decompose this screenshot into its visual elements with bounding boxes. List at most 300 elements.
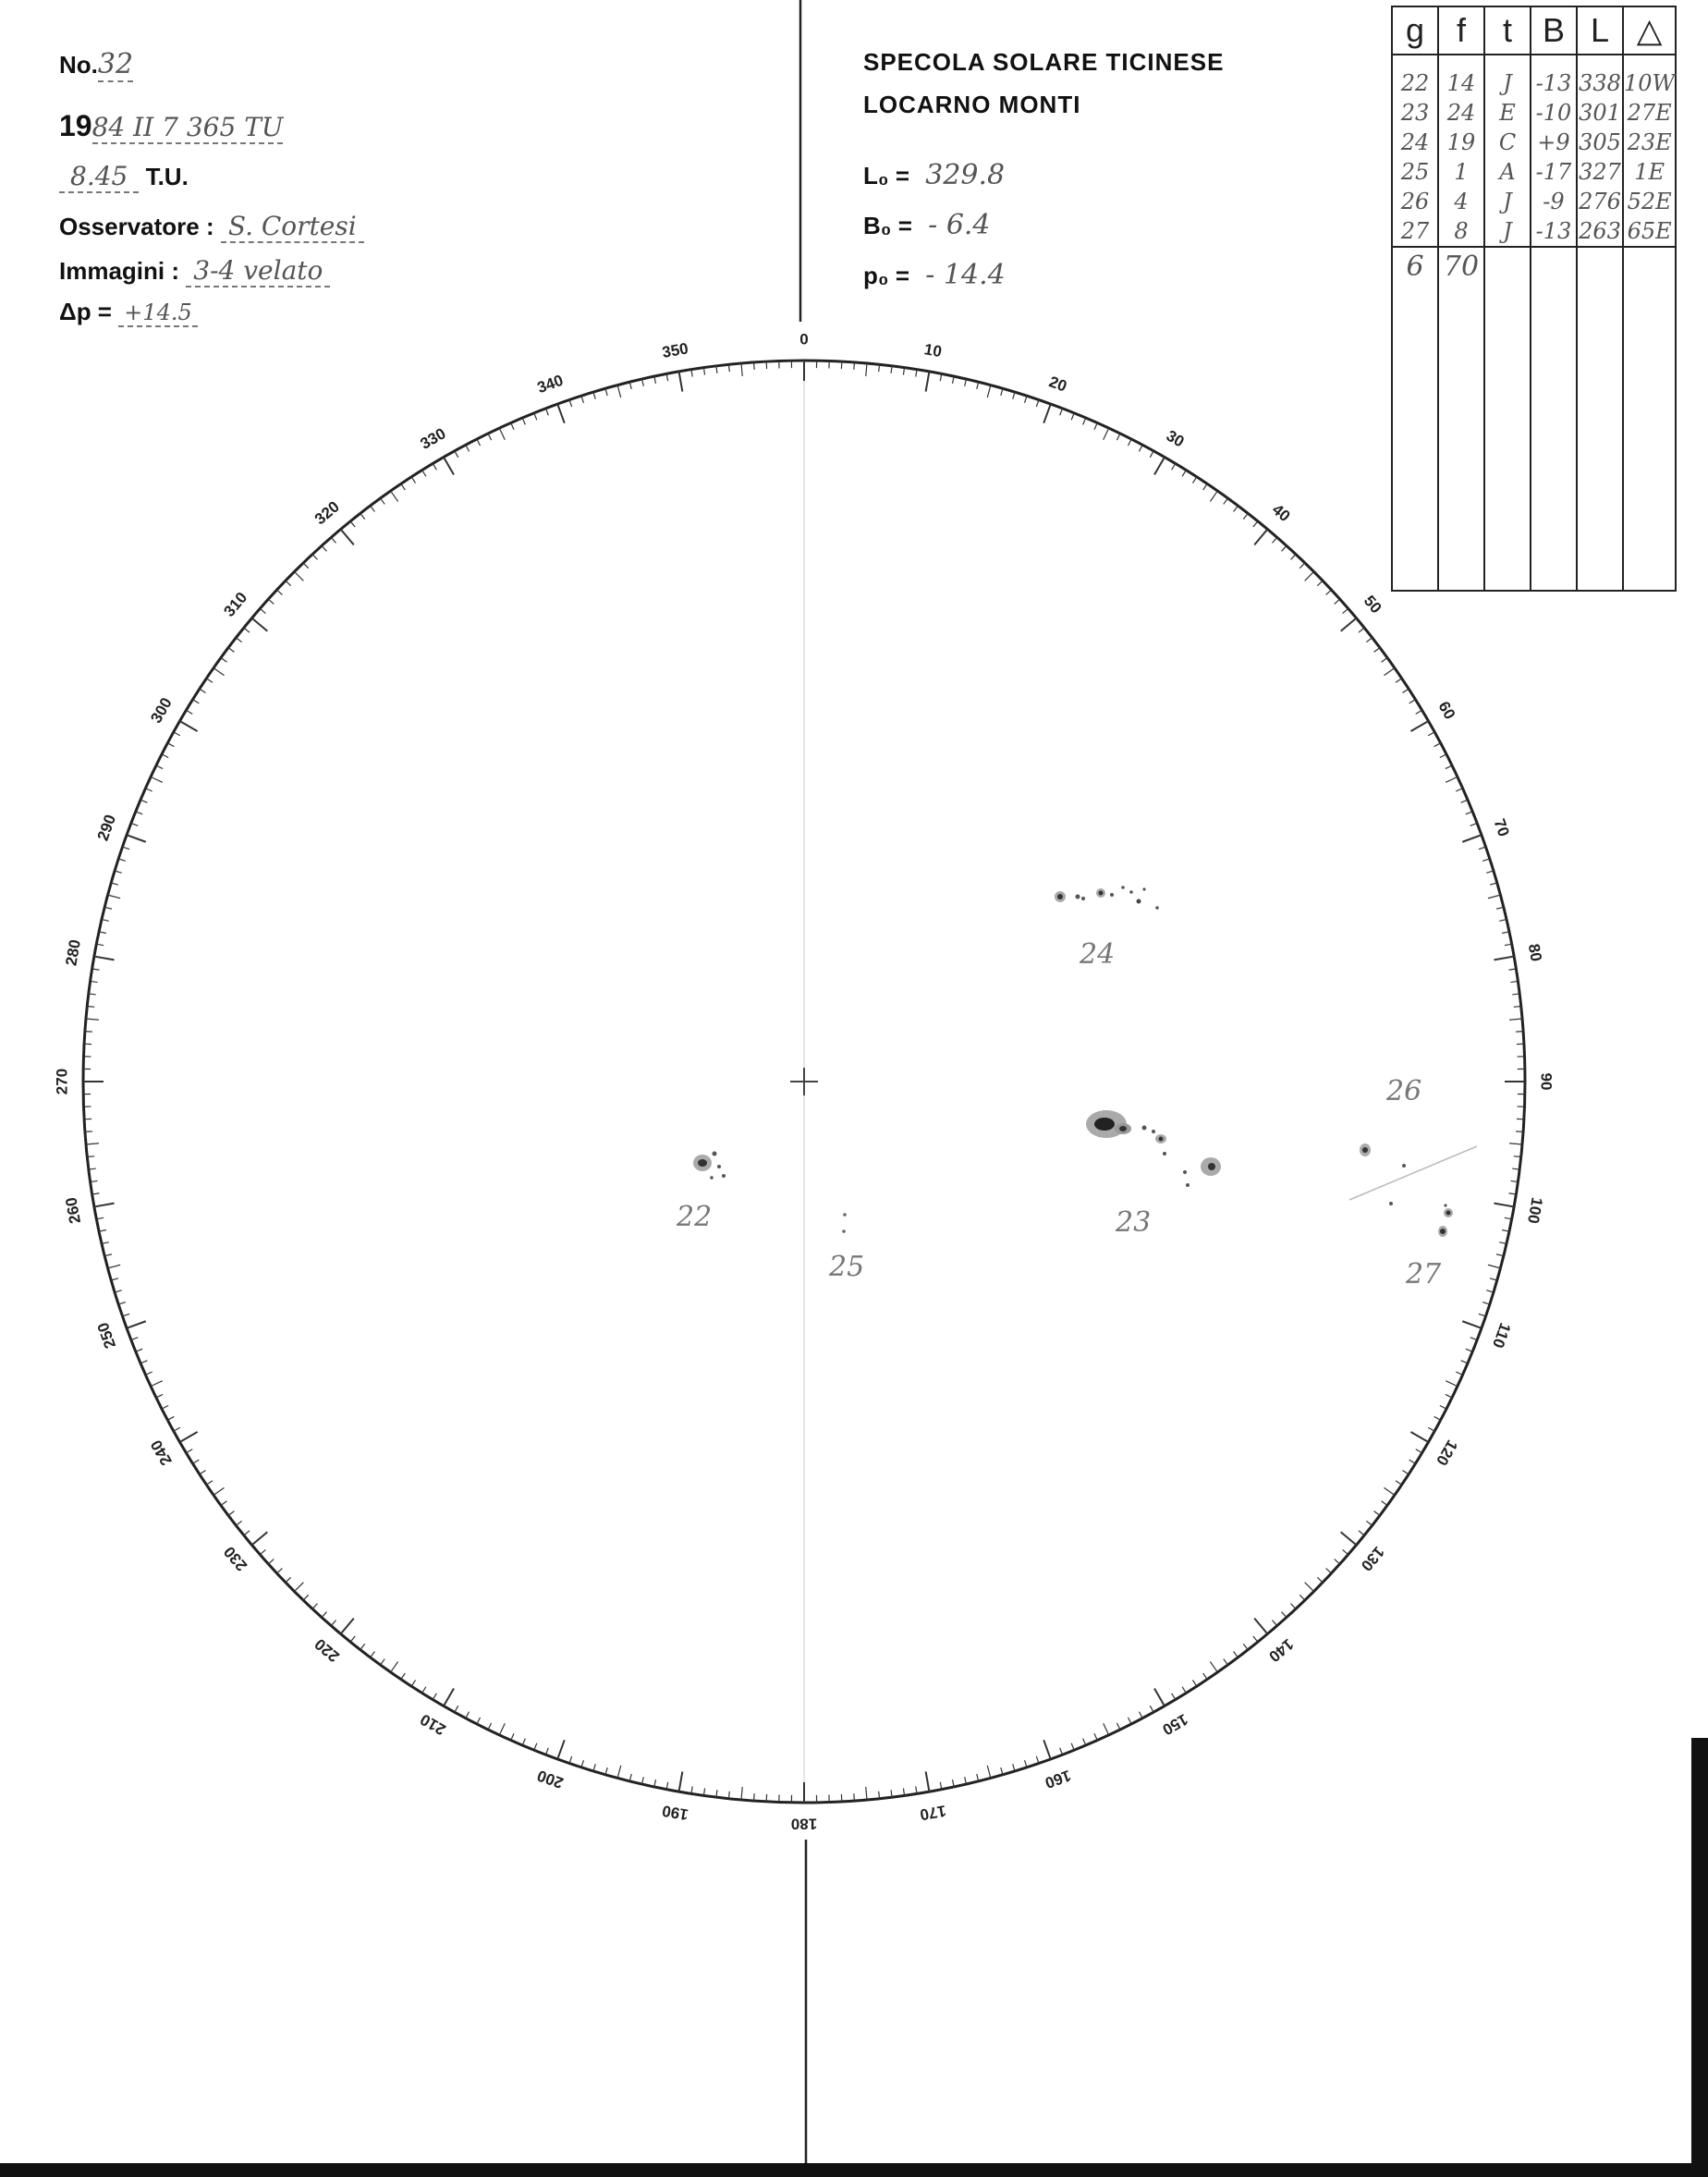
scale-tick [488, 1723, 492, 1730]
scale-tick [1299, 1595, 1305, 1600]
table-header-l: L [1577, 6, 1623, 55]
scale-tick [381, 498, 385, 504]
scale-tick [455, 1706, 458, 1712]
scale-tick [1516, 1032, 1523, 1033]
scale-tick [1470, 1338, 1477, 1340]
scale-label: 30 [1163, 426, 1188, 451]
scale-tick [854, 1793, 855, 1801]
scale-label: 330 [417, 424, 449, 453]
scale-tick [1446, 1381, 1458, 1387]
scale-label: 290 [93, 812, 120, 843]
scale-tick [1299, 563, 1305, 569]
scale-label: 170 [918, 1801, 948, 1824]
table-cell: 338 [1577, 68, 1623, 98]
scale-tick [236, 638, 241, 642]
group-label-23: 23 [1116, 1206, 1152, 1239]
total-f: 70 [1438, 247, 1484, 285]
scale-tick [174, 1427, 180, 1431]
table-cell: 52E [1623, 187, 1676, 216]
scale-tick [1243, 1644, 1248, 1649]
scale-tick [1456, 1372, 1462, 1375]
scale-tick [1043, 1740, 1051, 1759]
scale-tick [534, 1743, 537, 1750]
scale-tick [1305, 1583, 1314, 1592]
scale-tick [303, 563, 309, 569]
scale-tick [926, 1771, 930, 1792]
scale-tick [1488, 895, 1501, 899]
scale-tick [87, 1006, 94, 1007]
scale-tick [277, 590, 283, 594]
scale-tick [401, 483, 405, 490]
scale-tick [1139, 445, 1142, 451]
scale-tick [360, 513, 365, 519]
total-g: 6 [1392, 247, 1438, 285]
group-label-22: 22 [677, 1201, 713, 1233]
scale-tick [557, 404, 565, 423]
scale-tick [156, 765, 163, 769]
scale-tick [1494, 1204, 1514, 1207]
scale-tick [1516, 1131, 1523, 1132]
scale-tick [1514, 1006, 1521, 1007]
scale-tick [854, 362, 855, 370]
scale-tick [1116, 434, 1120, 440]
scale-tick [522, 1739, 525, 1745]
scale-tick [866, 1787, 867, 1800]
scale-tick [422, 1687, 426, 1694]
scale-tick [1182, 471, 1186, 477]
scale-tick [1326, 1569, 1332, 1573]
scale-tick [1374, 1511, 1380, 1516]
scale-tick [728, 1792, 729, 1799]
scale-tick [136, 812, 142, 814]
scale-tick [411, 1680, 415, 1686]
scale-tick [156, 1394, 163, 1398]
scale-tick [312, 1604, 317, 1609]
scale-tick [557, 1740, 565, 1759]
table-cell: A [1484, 157, 1531, 187]
scale-tick [1282, 545, 1287, 551]
scale-tick [145, 1372, 152, 1375]
table-cell: 14 [1438, 68, 1484, 98]
report-number-value: 32 [97, 48, 134, 80]
scale-tick [1509, 1019, 1522, 1020]
scale-tick [411, 477, 415, 483]
scale-tick [1291, 1604, 1296, 1609]
scale-tick [244, 1531, 250, 1535]
scale-tick [1466, 812, 1472, 814]
scale-tick [1366, 638, 1372, 642]
table-cell: 4 [1438, 187, 1484, 216]
scale-label: 70 [1490, 816, 1513, 839]
scale-tick [174, 732, 180, 736]
scale-tick [85, 1131, 92, 1132]
scale-tick [1402, 1470, 1409, 1474]
observer-label: Osservatore : [59, 213, 214, 240]
scale-tick [1104, 428, 1109, 440]
scale-tick [1416, 1449, 1422, 1453]
scale-tick [341, 1619, 354, 1634]
scale-tick [1317, 581, 1323, 586]
images-value: 3-4 velato [186, 255, 330, 287]
scale-tick [1060, 409, 1063, 415]
scale-tick [268, 1559, 274, 1564]
scale-tick [499, 428, 505, 440]
scale-tick [1128, 439, 1131, 446]
scale-tick [200, 689, 206, 692]
delta-p-label: Δp = [59, 298, 112, 325]
scale-tick [1253, 1636, 1258, 1642]
table-cell: 327 [1577, 157, 1623, 187]
group-label-24: 24 [1080, 938, 1116, 971]
scale-label: 230 [220, 1543, 251, 1575]
scale-tick [1494, 957, 1514, 960]
scale-tick [1440, 754, 1446, 758]
scale-tick [350, 1636, 355, 1642]
scale-tick [1317, 1577, 1323, 1583]
scale-tick [127, 1321, 146, 1328]
year-prefix: 19 [59, 109, 92, 142]
scale-tick [94, 957, 115, 960]
scale-tick [1254, 529, 1267, 544]
scale-tick [1291, 555, 1296, 560]
scale-tick [221, 658, 226, 663]
scale-tick [534, 413, 537, 420]
scale-tick [511, 422, 514, 429]
scale-tick [312, 555, 317, 560]
table-cell: -13 [1531, 216, 1577, 247]
scale-tick [1128, 1718, 1131, 1724]
scale-tick [391, 491, 398, 501]
scale-tick [1172, 463, 1176, 470]
scale-tick [1272, 1621, 1276, 1626]
scale-tick [1488, 1265, 1501, 1268]
scale-tick [1104, 1723, 1109, 1735]
scale-tick [360, 1644, 365, 1649]
scale-label: 190 [660, 1801, 690, 1824]
scale-tick [1094, 422, 1097, 429]
scale-tick [180, 721, 198, 731]
scale-tick [866, 363, 867, 376]
p0-value: - 14.4 [925, 259, 1006, 291]
b0-value: - 6.4 [928, 209, 991, 241]
scale-tick [350, 521, 355, 527]
scale-label: 0 [799, 330, 809, 349]
scale-tick [1359, 1531, 1364, 1535]
time-value: 8.45 [59, 161, 139, 193]
scale-tick [260, 1549, 265, 1554]
sunspot-group-26 [1360, 1144, 1406, 1168]
table-cell: +9 [1531, 128, 1577, 157]
scale-label: 240 [147, 1437, 176, 1469]
scale-tick [251, 618, 267, 631]
scale-tick [741, 1787, 742, 1800]
scale-tick [1116, 1723, 1120, 1730]
scale-label: 10 [922, 340, 944, 361]
scale-tick [488, 434, 492, 440]
table-cell: C [1484, 128, 1531, 157]
scale-tick [286, 1577, 291, 1583]
scale-tick [444, 458, 454, 475]
scale-tick [499, 1723, 505, 1735]
scale-tick [1462, 835, 1482, 842]
scale-label: 200 [534, 1766, 566, 1792]
table-cell: -17 [1531, 157, 1577, 187]
scale-tick [136, 1349, 142, 1351]
scale-label: 50 [1360, 592, 1385, 618]
scale-label: 350 [660, 339, 690, 362]
scale-tick [341, 529, 354, 544]
scale-tick [987, 385, 991, 398]
scale-tick [1243, 513, 1248, 519]
scale-tick [1462, 1321, 1482, 1328]
scale-tick [1154, 458, 1165, 475]
scale-tick [108, 895, 121, 899]
scale-tick [108, 1265, 121, 1268]
scale-tick [1428, 1427, 1434, 1431]
scale-tick [1470, 823, 1477, 826]
scale-tick [214, 1487, 224, 1495]
scale-label: 150 [1159, 1710, 1191, 1739]
scale-tick [1466, 1349, 1472, 1351]
scale-tick [477, 1718, 481, 1724]
scale-tick [85, 1032, 92, 1033]
b0-label: B₀ = [863, 212, 912, 239]
scale-tick [1234, 506, 1238, 511]
table-header-b: B [1531, 6, 1577, 55]
scale-tick [294, 571, 303, 581]
scale-tick [1461, 800, 1468, 802]
scale-tick [206, 679, 213, 682]
l0-label: L₀ = [863, 162, 910, 190]
scale-label: 180 [790, 1815, 818, 1833]
scale-tick [1224, 1659, 1228, 1665]
scale-tick [1374, 648, 1380, 653]
scale-tick [1272, 537, 1276, 543]
scale-tick [186, 710, 192, 714]
scale-label: 310 [220, 588, 251, 620]
scale-tick [162, 754, 168, 758]
delta-p-value: +14.5 [118, 300, 198, 327]
scale-tick [1083, 1739, 1086, 1745]
scale-tick [193, 1460, 200, 1463]
scale-tick [1461, 1361, 1468, 1364]
scale-tick [268, 599, 274, 604]
scale-label: 340 [534, 371, 566, 397]
scale-tick [1154, 1688, 1165, 1706]
scale-tick [545, 1748, 548, 1755]
scale-tick [1384, 668, 1394, 676]
scale-tick [477, 439, 481, 446]
scale-tick [140, 800, 147, 802]
scale-tick [131, 1338, 138, 1340]
scale-tick [422, 471, 426, 477]
scale-tick [1343, 608, 1348, 613]
scale-tick [879, 1792, 880, 1799]
scale-tick [1305, 571, 1314, 581]
scale-tick [879, 364, 880, 372]
scale-tick [1139, 1712, 1142, 1718]
scale-tick [1150, 1706, 1153, 1712]
scale-tick [1366, 1521, 1372, 1525]
observer-value: S. Cortesi [221, 211, 364, 243]
scale-tick [1060, 1748, 1063, 1755]
table-header-g: g [1392, 6, 1438, 55]
scale-tick [87, 1156, 94, 1157]
table-cell: 65E [1623, 216, 1676, 247]
scale-tick [1210, 491, 1217, 501]
scale-tick [444, 1688, 454, 1706]
table-cell: 27 [1392, 216, 1438, 247]
scale-tick [617, 385, 621, 398]
scale-tick [303, 1595, 309, 1600]
table-cell: 1E [1623, 157, 1676, 187]
scale-tick [180, 1432, 198, 1442]
scale-tick [679, 372, 683, 392]
scale-tick [1253, 521, 1258, 527]
scale-tick [1203, 1673, 1207, 1680]
scale-tick [1341, 1532, 1357, 1545]
scale-tick [193, 700, 200, 703]
time-unit: T.U. [145, 163, 189, 190]
scale-tick [1234, 1652, 1238, 1657]
scale-tick [926, 372, 930, 392]
scale-tick [617, 1766, 621, 1779]
scale-tick [1402, 689, 1409, 692]
scale-tick [391, 1661, 398, 1671]
scale-tick [1456, 789, 1462, 791]
scale-tick [1384, 1487, 1394, 1495]
scale-label: 280 [62, 937, 85, 968]
scale-label: 130 [1357, 1543, 1388, 1575]
scale-tick [1359, 628, 1364, 632]
scale-tick [236, 1521, 241, 1525]
scale-tick [145, 789, 152, 791]
scale-tick [140, 1361, 147, 1364]
scale-tick [1396, 1481, 1402, 1485]
scale-tick [1446, 777, 1458, 782]
table-cell: 1 [1438, 157, 1484, 187]
scale-tick [1410, 1432, 1428, 1442]
scale-tick [244, 628, 250, 632]
scale-label: 90 [1537, 1072, 1556, 1091]
report-number-label: No. [59, 51, 98, 79]
scan-edge-right [1691, 1738, 1708, 2163]
scale-tick [1434, 743, 1441, 747]
scale-label: 270 [53, 1068, 71, 1095]
scale-label: 40 [1268, 500, 1294, 526]
l0-value: 329.8 [925, 159, 1006, 191]
scale-label: 100 [1523, 1195, 1546, 1226]
scale-tick [1210, 1661, 1217, 1671]
scale-tick [1382, 1501, 1387, 1506]
table-cell: 301 [1577, 98, 1623, 128]
scale-tick [1043, 404, 1051, 423]
scale-tick [1172, 1694, 1176, 1700]
scale-label: 210 [417, 1710, 449, 1739]
table-header-delta: △ [1623, 6, 1676, 55]
scale-tick [322, 545, 326, 551]
scale-tick [131, 823, 138, 826]
table-cell: 10W [1624, 70, 1676, 96]
scale-tick [167, 1416, 174, 1420]
sunspot-group-24 [1055, 886, 1159, 910]
table-cell: 24 [1392, 128, 1438, 157]
scale-tick [1382, 658, 1387, 663]
scale-tick [162, 1405, 168, 1409]
scale-tick [1335, 1559, 1340, 1564]
scale-label: 220 [311, 1634, 343, 1666]
scale-tick [206, 1481, 213, 1485]
table-cell: 276 [1577, 187, 1623, 216]
scale-tick [466, 445, 470, 451]
scale-tick [433, 463, 436, 470]
scale-tick [754, 362, 755, 370]
scale-tick [1071, 413, 1074, 420]
scale-label: 320 [311, 497, 343, 529]
scale-tick [1071, 1743, 1074, 1750]
table-header-t: t [1484, 6, 1531, 55]
scale-label: 120 [1433, 1437, 1461, 1469]
table-cell: 22 [1392, 68, 1438, 98]
scale-tick [1203, 483, 1207, 490]
scale-label: 110 [1488, 1320, 1515, 1351]
scale-tick [1182, 1687, 1186, 1694]
table-cell: -9 [1531, 187, 1577, 216]
scale-tick [466, 1712, 470, 1718]
group-label-27: 27 [1406, 1258, 1442, 1290]
scale-tick [1396, 679, 1402, 682]
scale-tick [381, 1659, 385, 1665]
scale-label: 260 [62, 1195, 85, 1226]
scale-tick [167, 743, 174, 747]
sunspot-group-23 [1086, 1110, 1221, 1187]
table-cell: -10 [1531, 98, 1577, 128]
table-header-f: f [1438, 6, 1484, 55]
scale-tick [987, 1766, 991, 1779]
scale-tick [331, 1621, 336, 1626]
table-cell: 25 [1392, 157, 1438, 187]
scale-tick [401, 1673, 405, 1680]
scan-edge-bottom [0, 2163, 1708, 2177]
scale-tick [260, 608, 265, 613]
images-label: Immagini : [59, 257, 180, 285]
scale-tick [1192, 1680, 1196, 1686]
scale-tick [1083, 418, 1086, 424]
scale-tick [251, 1532, 267, 1545]
table-cell: -13 [1531, 68, 1577, 98]
scale-tick [1409, 1460, 1416, 1463]
scale-label: 160 [1043, 1766, 1074, 1792]
table-cell: 263 [1577, 216, 1623, 247]
scale-tick [433, 1694, 436, 1700]
scale-tick [200, 1470, 206, 1474]
scale-tick [1514, 1156, 1521, 1157]
institution-line2: LOCARNO MONTI [863, 91, 1081, 118]
table-cell: 23E [1623, 128, 1676, 157]
group-label-26: 26 [1386, 1075, 1422, 1107]
scale-tick [94, 1204, 115, 1207]
scale-tick [522, 418, 525, 424]
sunspot-group-27 [1389, 1202, 1453, 1237]
scale-tick [1409, 700, 1416, 703]
scale-tick [1434, 1416, 1441, 1420]
scale-tick [214, 668, 224, 676]
scale-tick [1254, 1619, 1267, 1634]
scale-tick [1410, 721, 1428, 731]
scale-tick [545, 409, 548, 415]
scale-tick [728, 364, 729, 372]
scale-tick [86, 1019, 99, 1020]
